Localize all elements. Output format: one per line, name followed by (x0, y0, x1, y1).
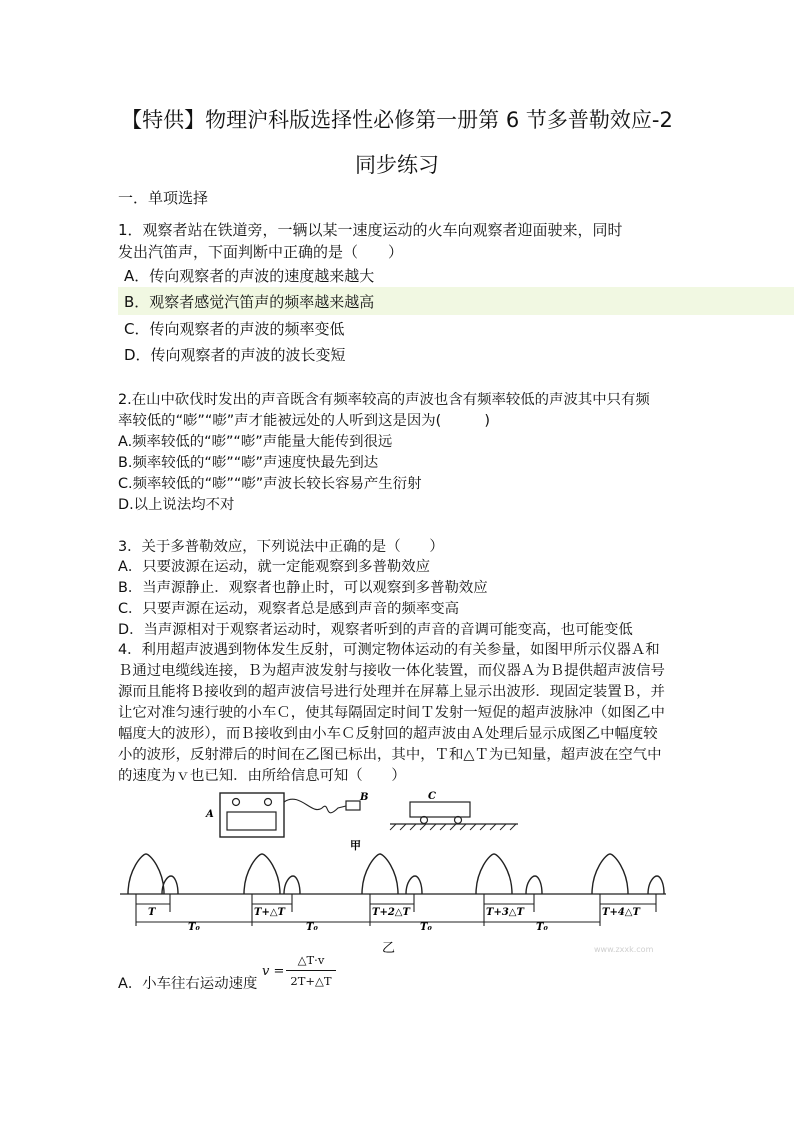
small-pulse (284, 876, 300, 894)
segment-t-plus-3dt: T+3△T (486, 907, 524, 918)
title-line-1: 【特供】物理沪科版选择性必修第一册第 6 节多普勒效应-2 (121, 108, 673, 132)
segment-t0: T₀ (420, 922, 432, 933)
small-pulse (406, 876, 422, 894)
large-pulse (592, 854, 628, 894)
q4-formula-lhs: v = (262, 964, 285, 979)
knob-icon (233, 799, 240, 806)
small-pulse (648, 876, 664, 894)
q4-formula-denominator: 2T+△T (290, 974, 332, 988)
q2-stem-line-2: 率较低的“嘭”“嘭”声才能被远处的人听到这是因为( ) (118, 413, 491, 429)
figure-yi-caption: 乙 (382, 941, 396, 956)
q4-stem-line-6: 小的波形，反射滞后的时间在乙图已标出，其中，Ｔ和△Ｔ为已知量，超声波在空气中 (118, 747, 662, 763)
segment-t0: T₀ (536, 922, 548, 933)
q1-option-a[interactable]: A．传向观察者的声波的速度越来越大 (124, 267, 375, 285)
label-c: C (428, 791, 436, 802)
label-a: A (206, 809, 214, 820)
large-pulse (244, 854, 280, 894)
q2-stem-line-1: 2.在山中砍伐时发出的声音既含有频率较高的声波也含有频率较低的声波其中只有频 (118, 392, 650, 408)
title-line-2: 同步练习 (355, 153, 439, 177)
q2-option-d[interactable]: D.以上说法均不对 (118, 497, 235, 513)
device-b (346, 801, 360, 810)
segment-t0: T₀ (306, 922, 318, 933)
q1-stem-line-2: 发出汽笛声，下面判断中正确的是（ ） (118, 243, 404, 261)
knob-icon (265, 799, 272, 806)
q3-option-a[interactable]: A．只要波源在运动，就一定能观察到多普勒效应 (118, 559, 431, 575)
segment-t-plus-4dt: T+4△T (602, 907, 640, 918)
q2-option-c[interactable]: C.频率较低的“嘭”“嘭”声波长较长容易产生衍射 (118, 476, 422, 492)
q4-stem-line-4: 让它对准匀速行驶的小车Ｃ，使其每隔固定时间Ｔ发射一短促的超声波脉冲（如图乙中 (118, 705, 665, 721)
q3-option-b[interactable]: B．当声源静止．观察者也静止时，可以观察到多普勒效应 (118, 580, 488, 596)
q4-formula-numerator: △T·v (297, 953, 325, 967)
q3-option-c[interactable]: C．只要声源在运动，观察者总是感到声音的频率变高 (118, 601, 460, 617)
q4-stem-line-7: 的速度为ｖ也已知．由所给信息可知（ ） (118, 768, 406, 784)
q2-option-b[interactable]: B.频率较低的“嘭”“嘭”声速度快最先到达 (118, 455, 379, 471)
q1-option-d[interactable]: D．传向观察者的声波的波长变短 (124, 346, 346, 364)
large-pulse (362, 854, 398, 894)
segment-t0: T₀ (188, 922, 200, 933)
section-heading: 一．单项选择 (118, 189, 209, 207)
q4-option-a-text[interactable]: A．小车往右运动速度 (118, 976, 258, 992)
small-pulse (526, 876, 542, 894)
instrument-a-screen (227, 812, 276, 830)
q4-stem-line-1: 4．利用超声波遇到物体发生反射，可测定物体运动的有关参量，如图甲所示仪器Ａ和 (118, 642, 660, 658)
q4-stem-line-3: 源而且能将Ｂ接收到的超声波信号进行处理并在屏幕上显示出波形．现固定装置Ｂ，并 (118, 684, 665, 700)
cart-c (410, 802, 470, 817)
q1-stem-line-1: 1．观察者站在铁道旁，一辆以某一速度运动的火车向观察者迎面驶来，同时 (118, 221, 623, 239)
q3-stem: 3．关于多普勒效应，下列说法中正确的是（ ） (118, 539, 444, 555)
large-pulse (476, 854, 512, 894)
figure-jia-caption: 甲 (350, 839, 361, 852)
segment-t-plus-2dt: T+2△T (372, 907, 410, 918)
q3-option-d[interactable]: D．当声源相对于观察者运动时，观察者听到的声音的音调可能变高，也可能变低 (118, 622, 633, 638)
ground-hatch (390, 824, 516, 830)
figure-yi (118, 852, 678, 957)
q4-stem-line-5: 幅度大的波形），而Ｂ接收到由小车Ｃ反射回的超声波由Ａ处理后显示成图乙中幅度较 (118, 726, 658, 742)
q4-stem-line-2: Ｂ通过电缆线连接，Ｂ为超声波发射与接收一体化装置，而仪器Ａ为Ｂ提供超声波信号 (118, 663, 665, 679)
q1-option-c[interactable]: C．传向观察者的声波的频率变低 (124, 320, 345, 338)
pulse-waveforms (128, 854, 664, 894)
cable-line (284, 799, 346, 813)
segment-t: T (148, 907, 156, 918)
figure-jia (200, 786, 530, 852)
q2-option-a[interactable]: A.频率较低的“嘭”“嘭”声能量大能传到很远 (118, 434, 393, 450)
watermark: www.zxxk.com (594, 945, 654, 954)
segment-t-plus-dt: T+△T (254, 907, 285, 918)
large-pulse (128, 854, 164, 894)
q1-option-b[interactable]: B．观察者感觉汽笛声的频率越来越高 (124, 293, 375, 311)
label-b: B (360, 792, 369, 803)
